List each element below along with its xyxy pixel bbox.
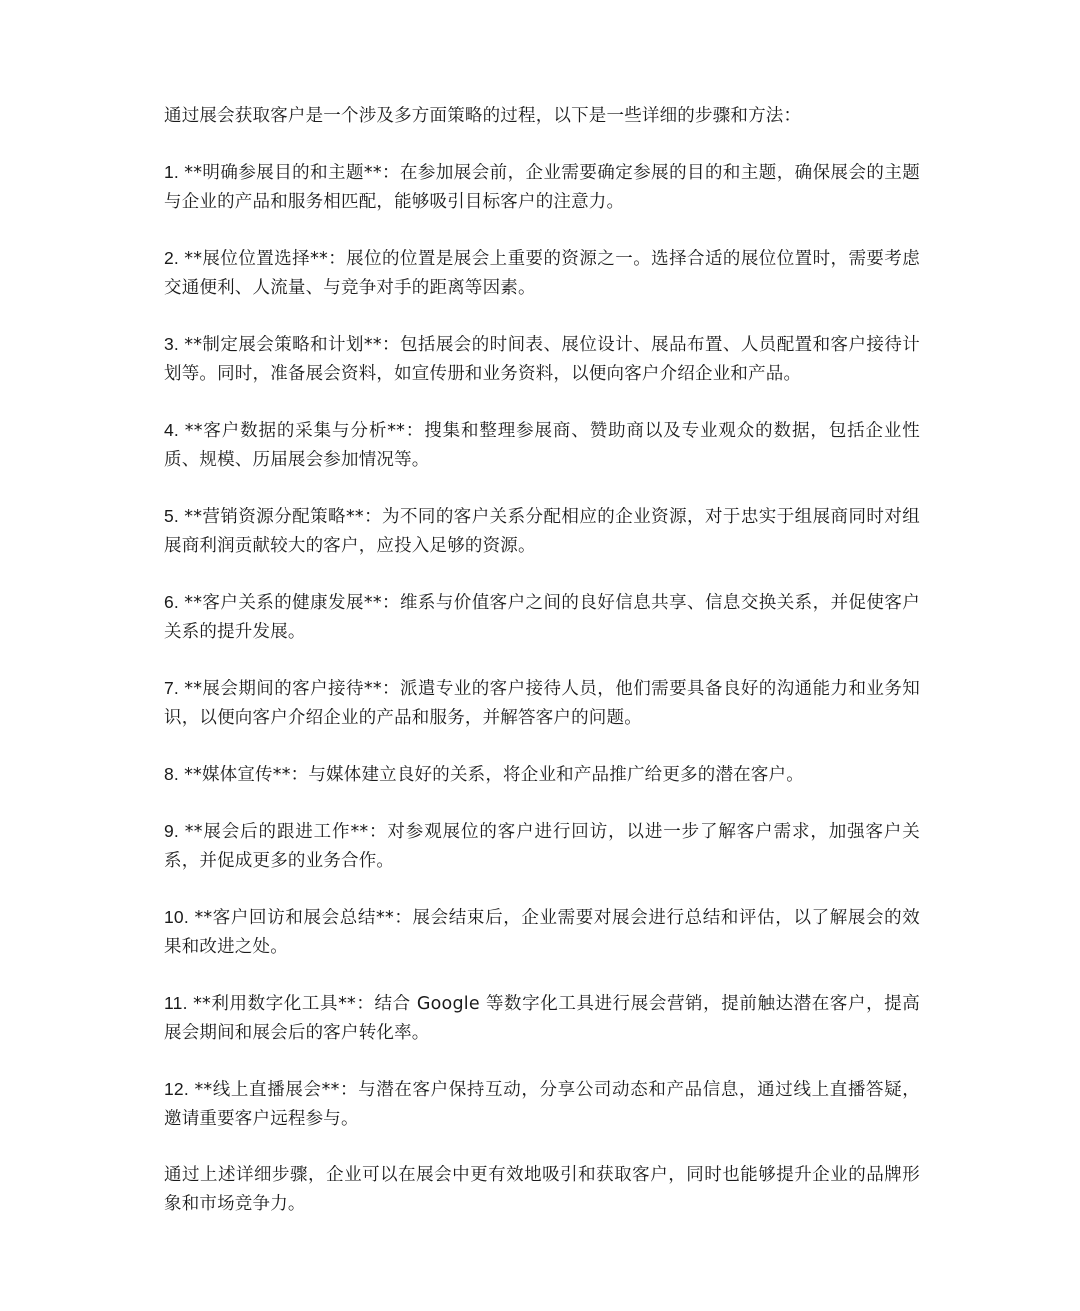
item-text: **展会后的跟进工作**：对参观展位的客户进行回访，以进一步了解客户需求，加强客户关系，并促成更多的业务合作。 (164, 822, 920, 871)
list-item-4 (164, 416, 920, 475)
item-number: 4. (164, 420, 185, 440)
item-text: **展位位置选择**：展位的位置是展会上重要的资源之一。选择合适的展位位置时，需要考虑交通便利、人流量、与竞争对手的距离等因素。 (164, 249, 920, 298)
item-number: 2. (164, 248, 185, 268)
item-text: **客户关系的健康发展**：维系与价值客户之间的良好信息共享、信息交换关系，并促使客户关系的提升发展。 (164, 593, 920, 642)
item-text: **营销资源分配策略**：为不同的客户关系分配相应的企业资源，对于忠实于组展商同时对组展商利润贡献较大的客户，应投入足够的资源。 (164, 507, 920, 556)
conclusion-paragraph: 通过上述详细步骤，企业可以在展会中更有效地吸引和获取客户，同时也能够提升企业的品牌形象和市场竞争力。 (164, 1165, 920, 1214)
list-item-6 (164, 588, 920, 647)
item-number: 10. (164, 907, 195, 927)
item-text: **明确参展目的和主题**：在参加展会前，企业需要确定参展的目的和主题，确保展会的主题与企业的产品和服务相匹配，能够吸引目标客户的注意力。 (164, 163, 920, 212)
item-number: 3. (164, 334, 185, 354)
list-item-2 (164, 244, 920, 303)
list-item-12 (164, 1075, 920, 1134)
item-number: 1. (164, 162, 185, 182)
item-number: 7. (164, 678, 185, 698)
list-item-7 (164, 674, 920, 733)
item-text: **利用数字化工具**：结合 Google 等数字化工具进行展会营销，提前触达潜在客户，提高展会期间和展会后的客户转化率。 (164, 994, 920, 1043)
item-text: **客户数据的采集与分析**：搜集和整理参展商、赞助商以及专业观众的数据，包括企业性质、规模、历届展会参加情况等。 (164, 421, 920, 470)
list-item-11 (164, 989, 920, 1048)
intro-paragraph: 通过展会获取客户是一个涉及多方面策略的过程，以下是一些详细的步骤和方法： (164, 106, 802, 126)
list-item-5 (164, 502, 920, 561)
document-body (164, 102, 920, 1246)
item-number: 8. (164, 764, 185, 784)
list-item-9 (164, 817, 920, 876)
item-number: 5. (164, 506, 185, 526)
list-item-3 (164, 330, 920, 389)
item-number: 9. (164, 821, 185, 841)
item-text: **客户回访和展会总结**：展会结束后，企业需要对展会进行总结和评估，以了解展会的效果和改进之处。 (164, 908, 920, 957)
list-item-8 (164, 760, 920, 790)
item-text: **展会期间的客户接待**：派遣专业的客户接待人员，他们需要具备良好的沟通能力和业务知识，以便向客户介绍企业的产品和服务，并解答客户的问题。 (164, 679, 920, 728)
item-number: 12. (164, 1079, 195, 1099)
item-number: 6. (164, 592, 185, 612)
item-text: **媒体宣传**：与媒体建立良好的关系，将企业和产品推广给更多的潜在客户。 (184, 765, 804, 785)
list-item-1 (164, 158, 920, 217)
item-number: 11. (164, 993, 194, 1013)
list-item-10 (164, 903, 920, 962)
item-text: **制定展会策略和计划**：包括展会的时间表、展位设计、展品布置、人员配置和客户接待计划等。同时，准备展会资料，如宣传册和业务资料，以便向客户介绍企业和产品。 (164, 335, 920, 384)
item-text: **线上直播展会**：与潜在客户保持互动，分享公司动态和产品信息，通过线上直播答疑，邀请重要客户远程参与。 (164, 1080, 920, 1129)
